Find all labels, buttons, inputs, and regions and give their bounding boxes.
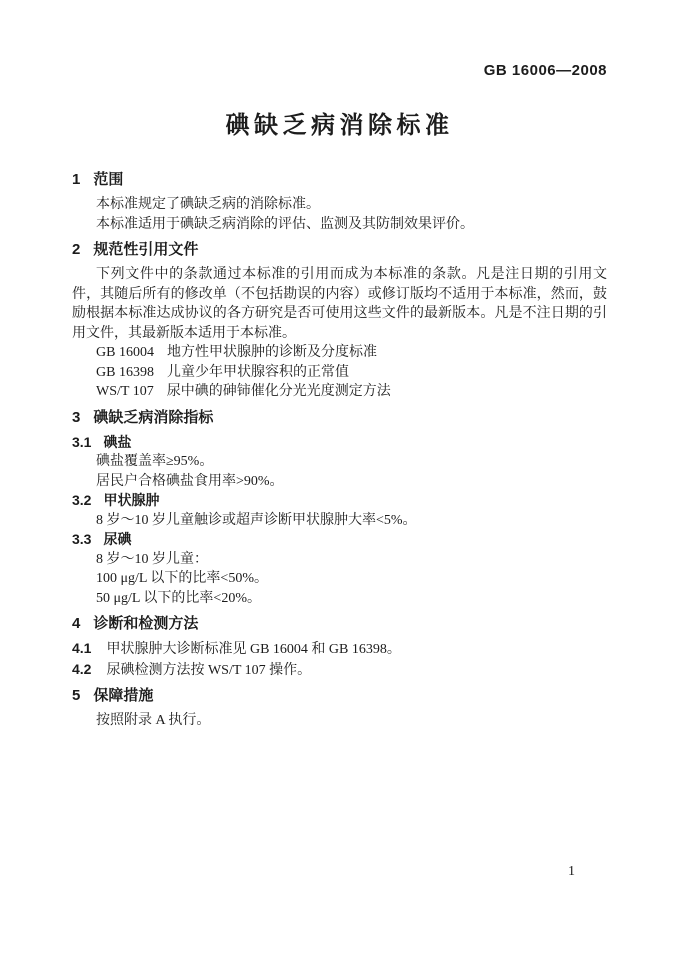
section-normative-references	[72, 242, 607, 402]
subsection-number: 3.2	[72, 492, 92, 508]
section-number: 2	[72, 241, 81, 258]
reference-title: 尿中碘的砷铈催化分光光度测定方法	[166, 384, 391, 399]
page-number: 1	[568, 864, 575, 879]
section-number: 4	[72, 615, 81, 632]
reference-item	[96, 363, 607, 383]
indicator-line: 碘盐覆盖率≥95%。	[96, 454, 214, 469]
paragraph: 下列文件中的条款通过本标准的引用而成为本标准的条款。凡是注日期的引用文件，其随后所有的修改单（不包括勘误的内容）或修订版均不适用于本标准，然而，鼓励根据本标准达成协议的各方研究是否可使用这些文件的最新版本。凡是不注日期的引用文件，其最新版本适用于本标准。	[72, 267, 607, 341]
section-title: 规范性引用文件	[93, 241, 199, 258]
paragraph: 本标准适用于碘缺乏病消除的评估、监测及其防制效果评价。	[96, 216, 474, 232]
subsection-title: 甲状腺肿	[103, 492, 160, 508]
section-scope	[72, 172, 607, 234]
subsection-heading	[72, 530, 607, 550]
section-title: 诊断和检测方法	[93, 615, 199, 632]
section-heading	[72, 410, 607, 425]
section-heading	[72, 172, 607, 187]
reference-title: 地方性甲状腺肿的诊断及分度标准	[166, 345, 377, 360]
section-elimination-indicators	[72, 410, 607, 609]
paragraph: 按照附录 A 执行。	[96, 713, 211, 728]
section-diagnosis-methods	[72, 616, 607, 680]
clause	[72, 639, 607, 660]
subsection-heading	[72, 491, 607, 511]
section-title: 范围	[93, 171, 124, 188]
reference-title: 儿童少年甲状腺容积的正常值	[166, 364, 349, 380]
reference-code: WS/T 107	[96, 384, 154, 399]
section-number: 3	[72, 408, 81, 426]
indicator-line: 50 μg/L 以下的比率<20%。	[96, 590, 261, 606]
clause	[72, 660, 607, 681]
reference-item	[96, 382, 607, 402]
reference-code: GB 16398	[96, 364, 154, 380]
subsection-title: 碘盐	[103, 433, 132, 450]
reference-code: GB 16004	[96, 345, 154, 360]
indicator-line: 8 岁～10 岁儿童触诊或超声诊断甲状腺肿大率<5%。	[96, 512, 417, 528]
indicator-line: 100 μg/L 以下的比率<50%。	[96, 571, 268, 586]
indicator-line: 居民户合格碘盐食用率>90%。	[96, 473, 284, 489]
standard-code: GB 16006—2008	[483, 62, 607, 79]
section-heading	[72, 242, 607, 257]
clause-number: 4.2	[72, 660, 92, 677]
section-heading	[72, 616, 607, 631]
paragraph: 本标准规定了碘缺乏病的消除标准。	[96, 197, 320, 212]
subsection-urinary-iodine	[72, 530, 607, 608]
indicator-line: 8 岁～10 岁儿童：	[96, 551, 208, 567]
section-heading	[72, 688, 607, 703]
section-title: 保障措施	[93, 687, 154, 704]
subsection-number: 3.3	[72, 531, 92, 547]
subsection-iodized-salt	[72, 433, 607, 492]
clause-text: 尿碘检测方法按 WS/T 107 操作。	[106, 662, 312, 678]
section-title: 碘缺乏病消除指标	[93, 408, 214, 426]
clause-text: 甲状腺肿大诊断标准见 GB 16004 和 GB 16398。	[106, 642, 401, 657]
subsection-heading	[72, 433, 607, 453]
reference-item	[96, 343, 607, 363]
section-safeguard-measures	[72, 688, 607, 731]
clause-number: 4.1	[72, 640, 92, 656]
subsection-goiter	[72, 491, 607, 530]
document-title: 碘缺乏病消除标准	[225, 112, 454, 139]
subsection-number: 3.1	[72, 433, 92, 450]
section-number: 1	[72, 171, 81, 188]
subsection-title: 尿碘	[103, 531, 132, 547]
section-number: 5	[72, 687, 81, 704]
